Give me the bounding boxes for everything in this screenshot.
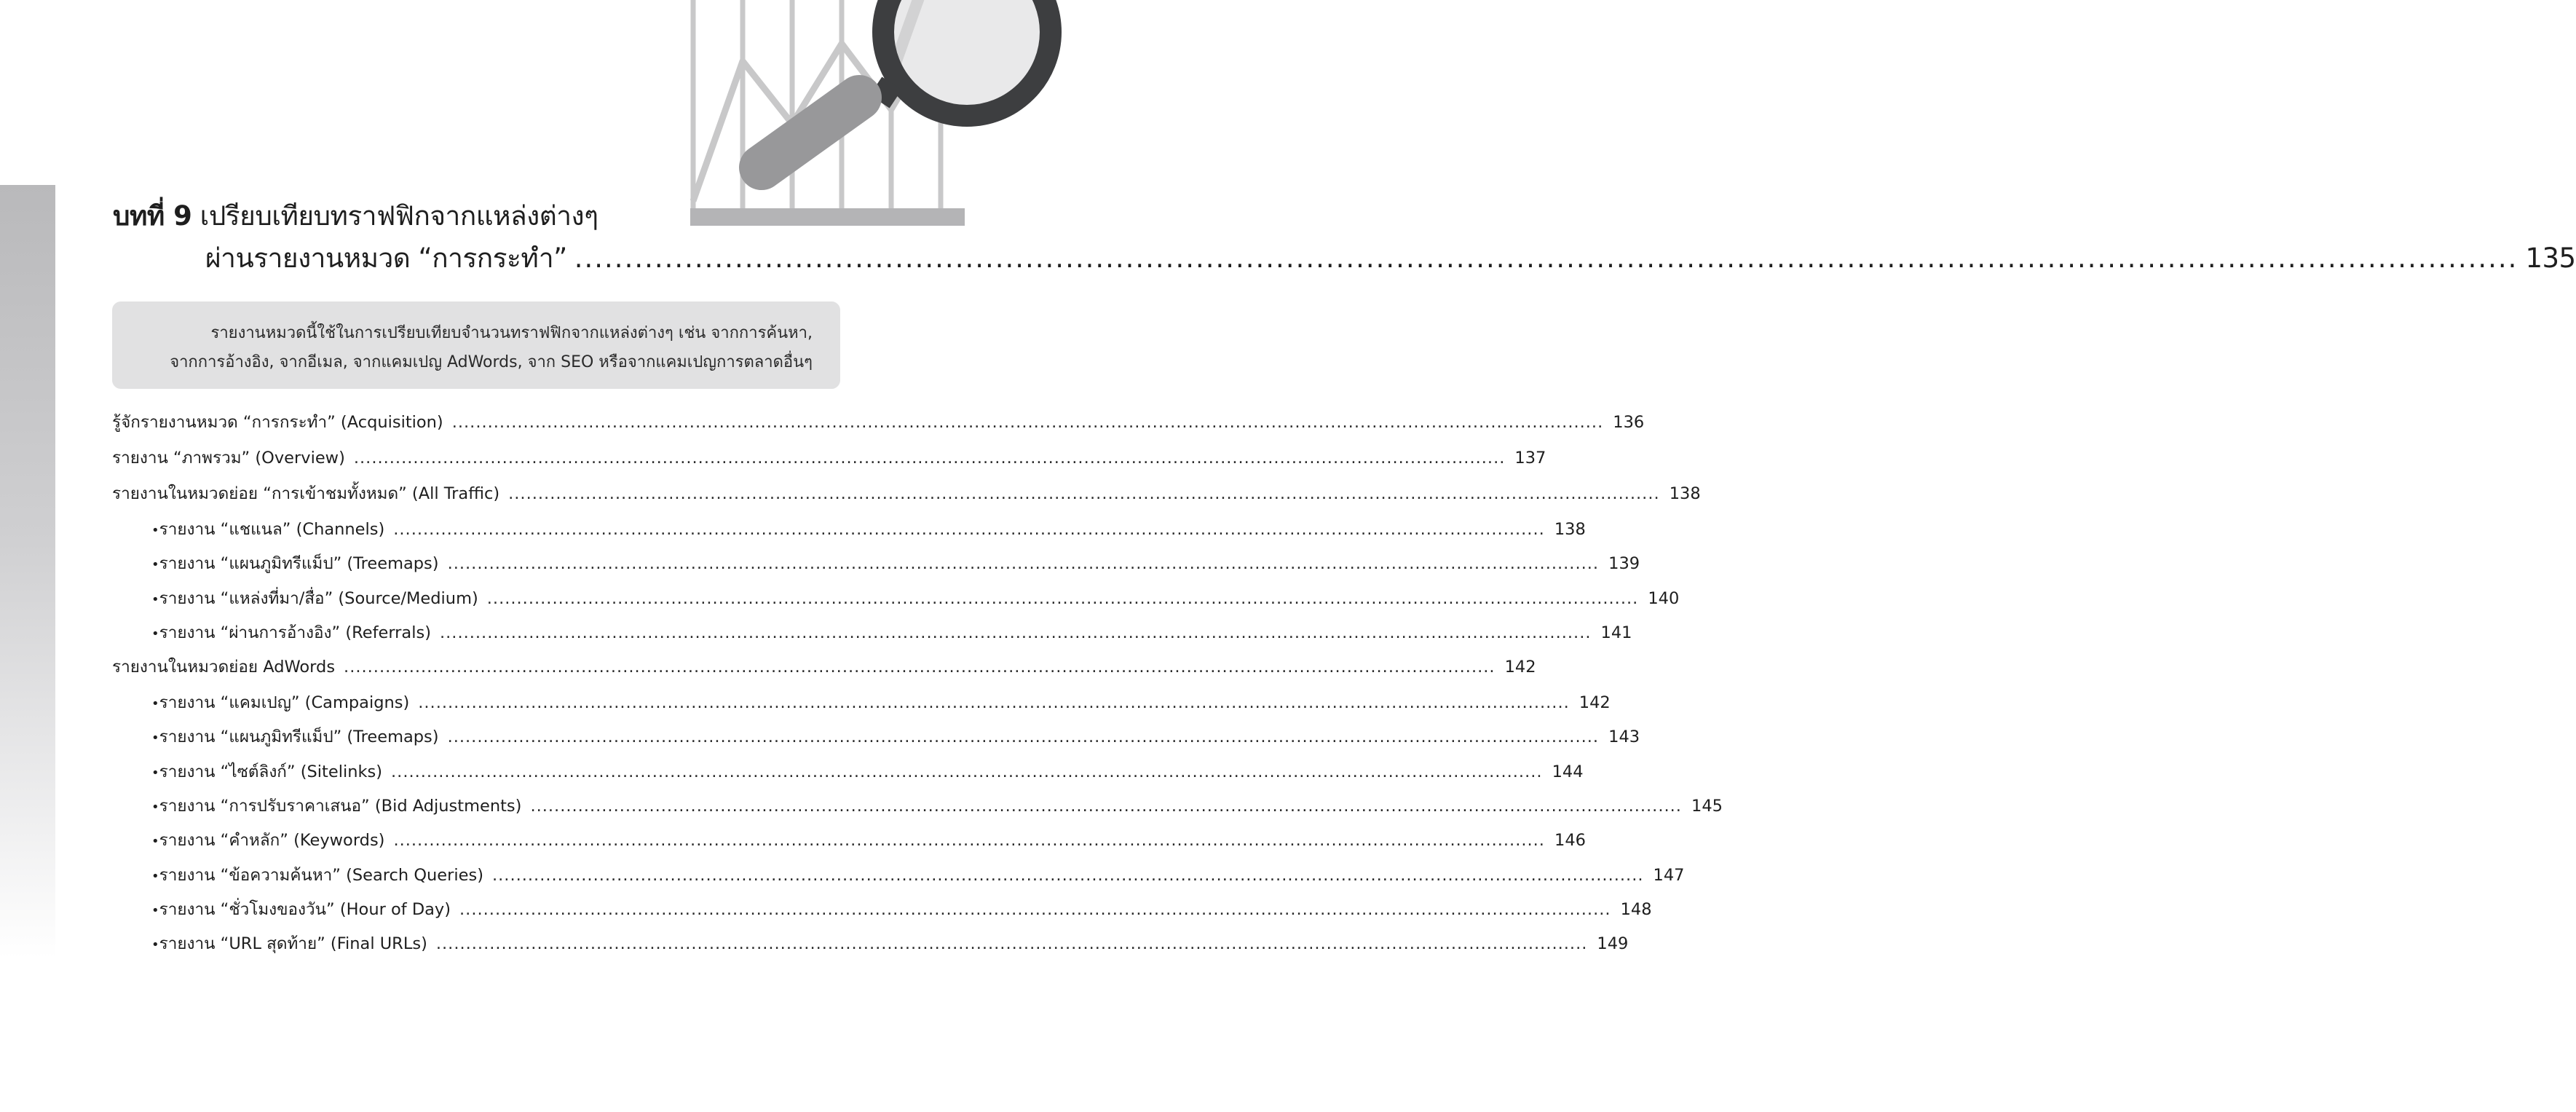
toc-entry[interactable] bbox=[112, 406, 1645, 442]
toc-subentry[interactable] bbox=[112, 721, 1640, 755]
toc-entry-title: รายงานในหมวดย่อย “การเข้าชมทั้งหมด” (All Traffic) bbox=[112, 484, 500, 503]
toc-subentry[interactable] bbox=[112, 583, 1680, 617]
toc-entry-title: รายงาน “ผ่านการอ้างอิง” (Referrals) bbox=[159, 623, 431, 642]
dot-leader: .................................................................................................................................................................................................. bbox=[447, 727, 1600, 747]
toc-subentry[interactable] bbox=[112, 548, 1640, 582]
summary-line: จากการอ้างอิง, จากอีเมล, จากแคมเปญ AdWords, จาก SEO หรือจากแคมเปญการตลาดอื่นๆ bbox=[170, 353, 813, 371]
table-of-contents bbox=[112, 406, 1723, 963]
dot-leader: .................................................................................................................................................................................................. bbox=[353, 449, 1506, 468]
toc-entry-title: รายงาน “การปรับราคาเสนอ” (Bid Adjustments) bbox=[159, 797, 522, 816]
toc-page-number: 141 bbox=[1600, 623, 1632, 642]
chapter-page-number: 135 bbox=[2525, 242, 2576, 274]
toc-entry-title: รายงาน “ข้อความค้นหา” (Search Queries) bbox=[159, 865, 483, 885]
dot-leader: .................................................................................................................................................................................................. bbox=[491, 865, 1644, 885]
toc-page-number: 144 bbox=[1552, 762, 1584, 781]
dot-leader: .................................................................................................................................................................................................. bbox=[435, 934, 1588, 954]
bullet-icon: • bbox=[151, 523, 159, 538]
toc-page-number: 136 bbox=[1613, 413, 1645, 432]
toc-entry[interactable] bbox=[112, 442, 1546, 478]
toc-entry-title: รายงาน “ภาพรวม” (Overview) bbox=[112, 449, 345, 468]
toc-entry-title: รายงาน “URL สุดท้าย” (Final URLs) bbox=[159, 934, 427, 954]
chapter-summary-box bbox=[112, 301, 840, 389]
toc-page-number: 139 bbox=[1608, 554, 1640, 574]
bullet-icon: • bbox=[151, 765, 159, 781]
dot-leader: .................................................................................................................................................................................................. bbox=[439, 623, 1592, 642]
toc-entry-title: รายงาน “แคมเปญ” (Campaigns) bbox=[159, 693, 410, 713]
bullet-icon: • bbox=[151, 902, 159, 918]
toc-page-number: 142 bbox=[1504, 658, 1536, 677]
toc-page-number: 138 bbox=[1554, 520, 1586, 539]
bullet-icon: • bbox=[151, 730, 159, 746]
bullet-icon: • bbox=[151, 626, 159, 642]
toc-entry-title: รายงาน “แผนภูมิทรีแม็ป” (Treemaps) bbox=[159, 727, 439, 747]
chapter-title-text: เปรียบเทียบทราฟฟิกจากแหล่งต่างๆ bbox=[199, 200, 598, 232]
dot-leader: .................................................................................................................................................................................................. bbox=[459, 899, 1611, 919]
toc-page-number: 138 bbox=[1669, 484, 1701, 503]
chapter-title-line2 bbox=[205, 237, 2576, 280]
bullet-icon: • bbox=[151, 937, 159, 953]
dot-leader: .................................................................................................................................................................................................. bbox=[574, 242, 2518, 274]
dot-leader: .................................................................................................................................................................................................. bbox=[447, 554, 1600, 574]
toc-entry-title: รายงาน “แผนภูมิทรีแม็ป” (Treemaps) bbox=[159, 554, 439, 574]
toc-entry-title: รายงานในหมวดย่อย AdWords bbox=[112, 658, 336, 677]
dot-leader: .................................................................................................................................................................................................. bbox=[486, 588, 1639, 608]
dot-leader: .................................................................................................................................................................................................. bbox=[393, 831, 1545, 851]
dot-leader: .................................................................................................................................................................................................. bbox=[508, 484, 1660, 503]
toc-entry-title: รายงาน “แชแนล” (Channels) bbox=[159, 520, 385, 539]
chapter-subtitle-text: ผ่านรายงานหมวด “การกระทำ” bbox=[205, 242, 567, 274]
dot-leader: .................................................................................................................................................................................................. bbox=[344, 658, 1496, 677]
toc-entry-title: รายงาน “แหล่งที่มา/สื่อ” (Source/Medium) bbox=[159, 588, 478, 608]
toc-subentry[interactable] bbox=[112, 617, 1632, 651]
toc-entry-title: รายงาน “ชั่วโมงของวัน” (Hour of Day) bbox=[159, 899, 451, 919]
toc-page-number: 143 bbox=[1608, 727, 1640, 747]
magnifier-chart-icon bbox=[690, 0, 965, 227]
toc-entry-title: รายงาน “คำหลัก” (Keywords) bbox=[159, 831, 385, 851]
toc-subentry[interactable] bbox=[112, 859, 1685, 894]
toc-page-number: 137 bbox=[1514, 449, 1546, 468]
toc-page-number: 142 bbox=[1579, 693, 1611, 713]
dot-leader: .................................................................................................................................................................................................. bbox=[391, 762, 1543, 781]
toc-subentry[interactable] bbox=[112, 513, 1586, 548]
toc-subentry[interactable] bbox=[112, 756, 1584, 790]
chapter-title-line1 bbox=[113, 195, 841, 237]
dot-leader: .................................................................................................................................................................................................. bbox=[393, 520, 1545, 539]
toc-subentry[interactable] bbox=[112, 894, 1652, 928]
bullet-icon: • bbox=[151, 868, 159, 884]
magnifier-chart-illustration bbox=[690, 0, 965, 227]
bullet-icon: • bbox=[151, 800, 159, 816]
side-decorative-bar bbox=[0, 185, 55, 958]
dot-leader: .................................................................................................................................................................................................. bbox=[418, 693, 1570, 713]
toc-entry[interactable] bbox=[112, 651, 1536, 687]
dot-leader: .................................................................................................................................................................................................. bbox=[530, 797, 1682, 816]
toc-page-number: 146 bbox=[1554, 831, 1586, 851]
toc-subentry[interactable] bbox=[112, 687, 1611, 721]
toc-entry-title: รู้จักรายงานหมวด “การกระทำ” (Acquisition) bbox=[112, 413, 443, 432]
bullet-icon: • bbox=[151, 834, 159, 850]
toc-entry[interactable] bbox=[112, 478, 1701, 513]
toc-page-number: 148 bbox=[1620, 899, 1652, 919]
toc-page-number: 145 bbox=[1691, 797, 1723, 816]
toc-page-number: 147 bbox=[1653, 865, 1685, 885]
toc-page-number: 140 bbox=[1648, 588, 1680, 608]
bullet-icon: • bbox=[151, 591, 159, 607]
bullet-icon: • bbox=[151, 557, 159, 573]
toc-entry-title: รายงาน “ไซต์ลิงก์” (Sitelinks) bbox=[159, 762, 383, 781]
toc-page-number: 149 bbox=[1597, 934, 1629, 954]
chapter-label: บทที่ 9 bbox=[113, 200, 192, 232]
toc-subentry[interactable] bbox=[112, 790, 1723, 824]
bullet-icon: • bbox=[151, 696, 159, 712]
toc-subentry[interactable] bbox=[112, 824, 1586, 859]
chapter-title bbox=[113, 195, 2576, 280]
toc-subentry[interactable] bbox=[112, 928, 1629, 962]
summary-line: รายงานหมวดนี้ใช้ในการเปรียบเทียบจำนวนทราฟฟิกจากแหล่งต่างๆ เช่น จากการค้นหา, bbox=[210, 324, 813, 342]
dot-leader: .................................................................................................................................................................................................. bbox=[451, 413, 1604, 432]
